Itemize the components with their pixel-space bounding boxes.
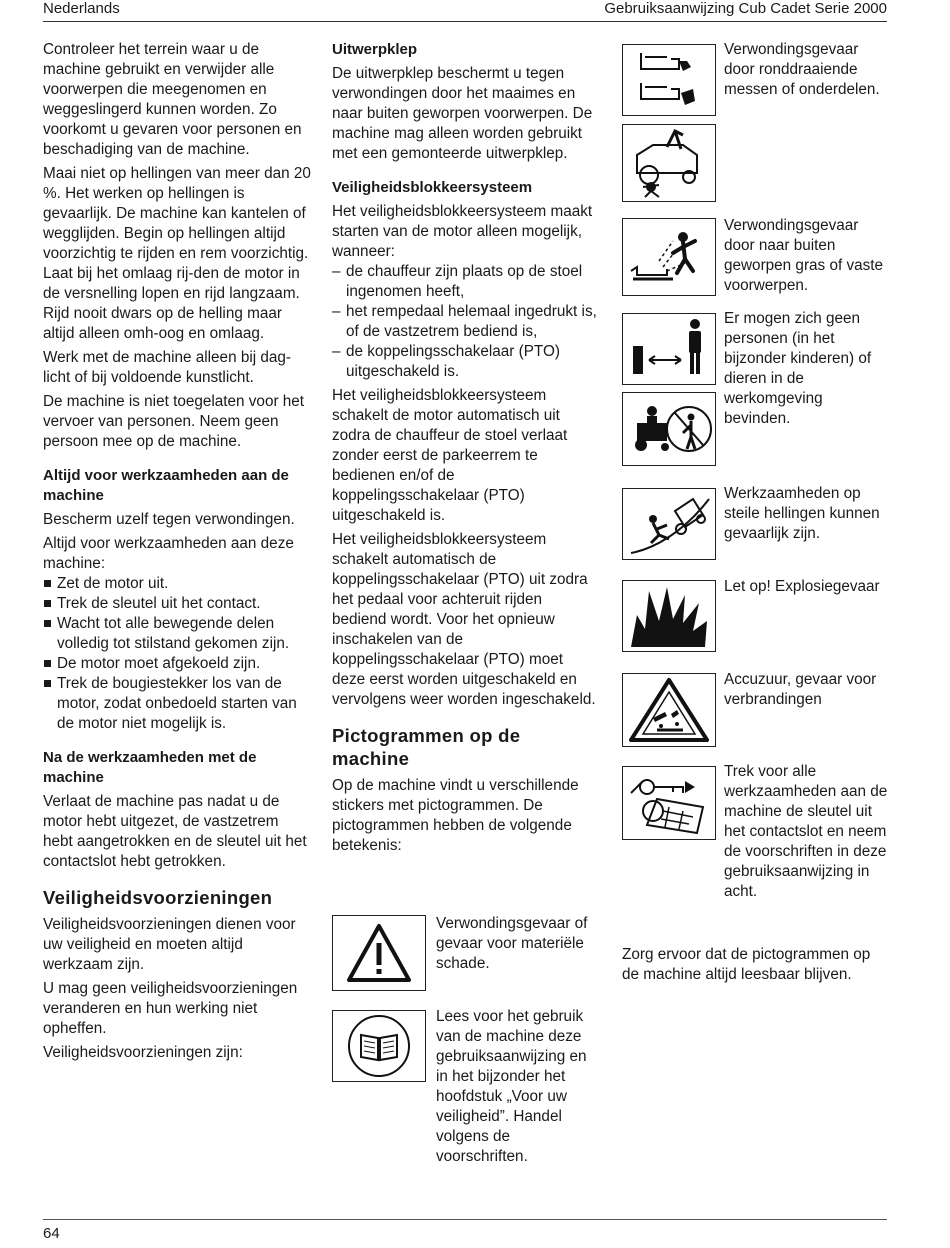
rider-blade-hazard-icon	[622, 124, 716, 202]
paragraph-daylight: Werk met de machine alleen bij dag-licht of bij voldoende kunstlicht.	[43, 349, 291, 386]
page-number: 64	[43, 1225, 60, 1242]
paragraph-terrain: Controleer het terrein waar u de machine gebruikt en verwijder alle voorwerpen die meegenomen en weggeslingerd kunnen worden. Zo voorkomt u gevaren voor personen en beschadiging van de machine.	[43, 41, 302, 158]
slope-pictogram-text: Werkzaamheden op steile hellingen kunnen gevaarlijk zijn.	[724, 485, 880, 542]
column-middle	[332, 40, 600, 860]
paragraph-leave-machine: Verlaat de machine pas nadat u de motor hebt uitgezet, de vastzetrem hebt aangetrokken en de sleutel uit het contactslot hebt getrokken.	[43, 793, 307, 870]
heading-before-work: Altijd voor werkzaamheden aan de machine	[43, 467, 289, 504]
heading-interlock: Veiligheidsblokkeersysteem	[332, 179, 533, 196]
children-animals-icon	[622, 392, 716, 466]
keep-distance-icon	[622, 313, 716, 385]
paragraph-chute: De uitwerpklep beschermt u tegen verwondingen door het maaimes en naar buiten geworpen voorwerpen. De machine mag alleen worden gebruikt met een gemonteerde uitwerpklep.	[332, 65, 593, 162]
steep-slope-icon	[622, 488, 716, 560]
header-manual-title: Gebruiksaanwijzing Cub Cadet Serie 2000	[604, 0, 887, 17]
manual-pictogram-text: Lees voor het gebruik van de machine deze gebruiksaanwijzing en in het bijzonder het hoofdstuk „Voor uw veiligheid”. Handel volgens de voorschriften.	[436, 1008, 587, 1165]
page-header	[43, 0, 887, 22]
list-item: Wacht tot alle bewegende delen volledig tot stilstand gekomen zijn.	[43, 614, 311, 654]
list-item: Trek de sleutel uit het contact.	[43, 594, 311, 614]
list-item: De motor moet afgekoeld zijn.	[43, 654, 311, 674]
battery-acid-icon	[622, 673, 716, 747]
list-item: – de chauffeur zijn plaats op de stoel ingenomen heeft,	[332, 262, 600, 302]
read-manual-icon	[332, 1010, 426, 1082]
remove-key-icon	[622, 766, 716, 840]
rotating-blades-icon	[622, 44, 716, 116]
header-language: Nederlands	[43, 0, 120, 17]
blades-pictogram-text: Verwondingsgevaar door ronddraaiende messen of onderdelen.	[724, 41, 880, 98]
list-item: Zet de motor uit.	[43, 574, 311, 594]
interlock-conditions	[332, 262, 600, 382]
key-pictogram-text: Trek voor alle werkzaamheden aan de machine de sleutel uit het contactslot en neem de voorschriften in deze gebruiksaanwijzing in acht.	[724, 763, 888, 900]
warning-triangle-icon	[332, 915, 426, 991]
paragraph-slopes: Maai niet op hellingen van meer dan 20 %. Het werken op hellingen is gevaarlijk. De machine kan kantelen of wegglijden. Begin op hellingen altijd voorzichtig te rijden en rem voorzichtig. Laat bij het omlaag rij-den de motor in de versnelling lopen en rijd langzaam. Rijd nooit dwars op de helling maar altijd alleen omh-oog en omlaag.	[43, 165, 311, 342]
explosion-icon	[622, 580, 716, 652]
paragraph-keep-readable: Zorg ervoor dat de pictogrammen op de machine altijd leesbaar blijven.	[622, 946, 871, 983]
paragraph-devices-are: Veiligheidsvoorzieningen zijn:	[43, 1044, 243, 1061]
heading-pictograms: Pictogrammen op de machine	[332, 725, 521, 769]
paragraph-interlock: Het veiligheidsblokkeersysteem maakt starten van de motor alleen mogelijk, wanneer:	[332, 203, 593, 260]
paragraph-pictograms: Op de machine vindt u verschillende stickers met pictogrammen. De pictogrammen hebben de volgende betekenis:	[332, 777, 579, 854]
paragraph-interlock-reverse: Het veiligheidsblokkeersysteem schakelt automatisch de koppelingsschakelaar (PTO) uit zodra het pedaal voor achteruit rijden bediend wordt. Voor het opnieuw inschakelen van de koppelingsschakelaar (PTO) moet deze eerst worden uitgeschakeld en vervolgens weer worden ingeschakeld.	[332, 531, 596, 708]
thrown-pictogram-text: Verwondingsgevaar door naar buiten geworpen gras of vaste voorwerpen.	[724, 217, 884, 294]
paragraph-safety-devices: Veiligheidsvoorzieningen dienen voor uw veiligheid en moeten altijd werkzaam zijn.	[43, 916, 296, 973]
heading-safety-devices: Veiligheidsvoorzieningen	[43, 887, 273, 908]
paragraph-no-modify: U mag geen veiligheidsvoorzieningen veranderen en hun werking niet opheffen.	[43, 980, 298, 1037]
paragraph-interlock-seat: Het veiligheidsblokkeersysteem schakelt de motor automatisch uit zodra de chauffeur de stoel verlaat zonder eerst de parkeerrem te bedienen en/of de koppelingsschakelaar (PTO) uitgeschakeld is.	[332, 387, 568, 524]
thrown-objects-icon	[622, 218, 716, 296]
acid-pictogram-text: Accuzuur, gevaar voor verbrandingen	[724, 671, 877, 708]
list-item: – het rempedaal helemaal ingedrukt is, of de vastzetrem bediend is,	[332, 302, 600, 342]
paragraph-always-before: Altijd voor werkzaamheden aan deze machine:	[43, 535, 294, 572]
heading-after-work: Na de werkzaamheden met de machine	[43, 749, 257, 786]
page-footer	[43, 1219, 887, 1242]
heading-chute: Uitwerpklep	[332, 41, 418, 58]
list-item: Trek de bougiestekker los van de motor, zodat onbedoeld starten van de motor niet mogelijk is.	[43, 674, 311, 734]
before-work-list	[43, 574, 311, 734]
paragraph-protect: Bescherm uzelf tegen verwondingen.	[43, 511, 295, 528]
warning-pictogram-text: Verwondingsgevaar of gevaar voor materiële schade.	[436, 915, 588, 972]
column-left	[43, 40, 311, 1067]
paragraph-no-passengers: De machine is niet toegelaten voor het vervoer van personen. Neem geen persoon mee op de machine.	[43, 393, 305, 450]
explosion-pictogram-text: Let op! Explosiegevaar	[724, 578, 880, 595]
list-item: – de koppelingsschakelaar (PTO) uitgeschakeld is.	[332, 342, 600, 382]
persons-pictogram-text: Er mogen zich geen personen (in het bijzonder kinderen) of dieren in de werkomgeving bevinden.	[724, 310, 872, 427]
